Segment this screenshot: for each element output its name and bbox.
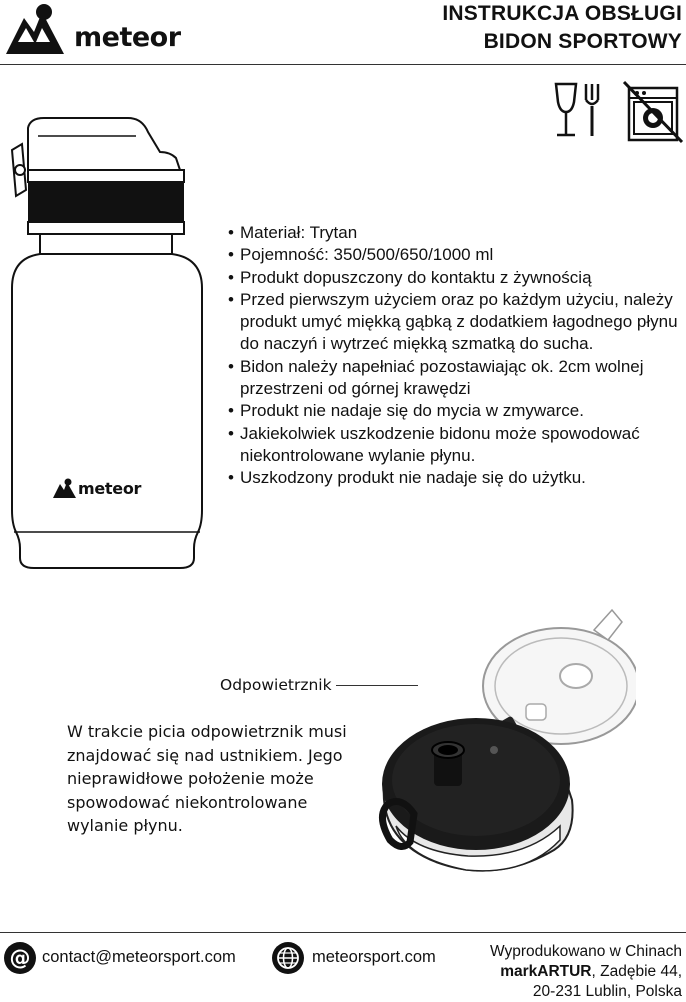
spec-item: • Materiał: Trytan	[228, 222, 678, 244]
specifications-list	[228, 222, 678, 490]
document-title	[442, 0, 682, 56]
header-divider	[0, 64, 686, 65]
meteor-mountain-icon	[52, 478, 78, 500]
footer-divider	[0, 932, 686, 933]
globe-icon	[272, 942, 304, 974]
vent-instructions: W trakcie picia odpowietrznik musi znajdować się nad ustnikiem. Jego nieprawidłowe położenie może spowodować niekontrolowane wylanie płynu.	[67, 722, 347, 835]
spec-item: • Pojemność: 350/500/650/1000 ml	[228, 244, 678, 266]
no-dishwasher-icon	[622, 80, 684, 144]
company-line	[490, 962, 682, 982]
title-line-1: INSTRUKCJA OBSŁUGI	[442, 2, 682, 25]
email-icon	[4, 942, 36, 974]
food-safe-icon	[552, 80, 604, 140]
bottle-illustration	[8, 112, 218, 572]
bottle-lid-icon	[376, 600, 636, 880]
brand-logo	[4, 2, 234, 58]
city-text: 20-231 Lublin, Polska	[532, 983, 682, 1000]
meteor-mountain-icon	[4, 2, 70, 58]
bottle-outline-icon	[8, 112, 218, 572]
spec-item: • Jakiekolwiek uszkodzenie bidonu może spowodować niekontrolowane wylanie płynu.	[228, 423, 678, 468]
street-text: , Zadębie 44,	[591, 963, 682, 980]
brand-name: meteor	[74, 22, 181, 53]
bottle-brand-name: meteor	[78, 479, 142, 498]
vent-label: Odpowietrznik	[220, 676, 332, 694]
spec-item: • Produkt nie nadaje się do mycia w zmywarce.	[228, 400, 678, 422]
lid-photo	[376, 600, 636, 880]
contact-email[interactable]: contact@meteorsport.com	[42, 948, 236, 966]
spec-item: • Przed pierwszym użyciem oraz po każdym użyciu, należy produkt umyć miękką gąbką z dodatkiem łagodnego płynu do naczyń i wytrzeć miękką szmatką do sucha.	[228, 289, 678, 356]
spec-item: • Produkt dopuszczony do kontaktu z żywnością	[228, 267, 678, 289]
company-name: markARTUR	[500, 963, 592, 980]
spec-item: • Uszkodzony produkt nie nadaje się do użytku.	[228, 467, 678, 489]
website-link[interactable]: meteorsport.com	[312, 948, 436, 966]
made-in-text: Wyprodukowano w Chinach	[490, 943, 682, 960]
title-line-2: BIDON SPORTOWY	[483, 30, 682, 53]
manufacturer-address	[490, 942, 682, 1002]
spec-item: • Bidon należy napełniać pozostawiając ok. 2cm wolnej przestrzeni od górnej krawędzi	[228, 356, 678, 401]
svg-text:@: @	[9, 946, 31, 970]
bottle-logo	[52, 478, 182, 502]
